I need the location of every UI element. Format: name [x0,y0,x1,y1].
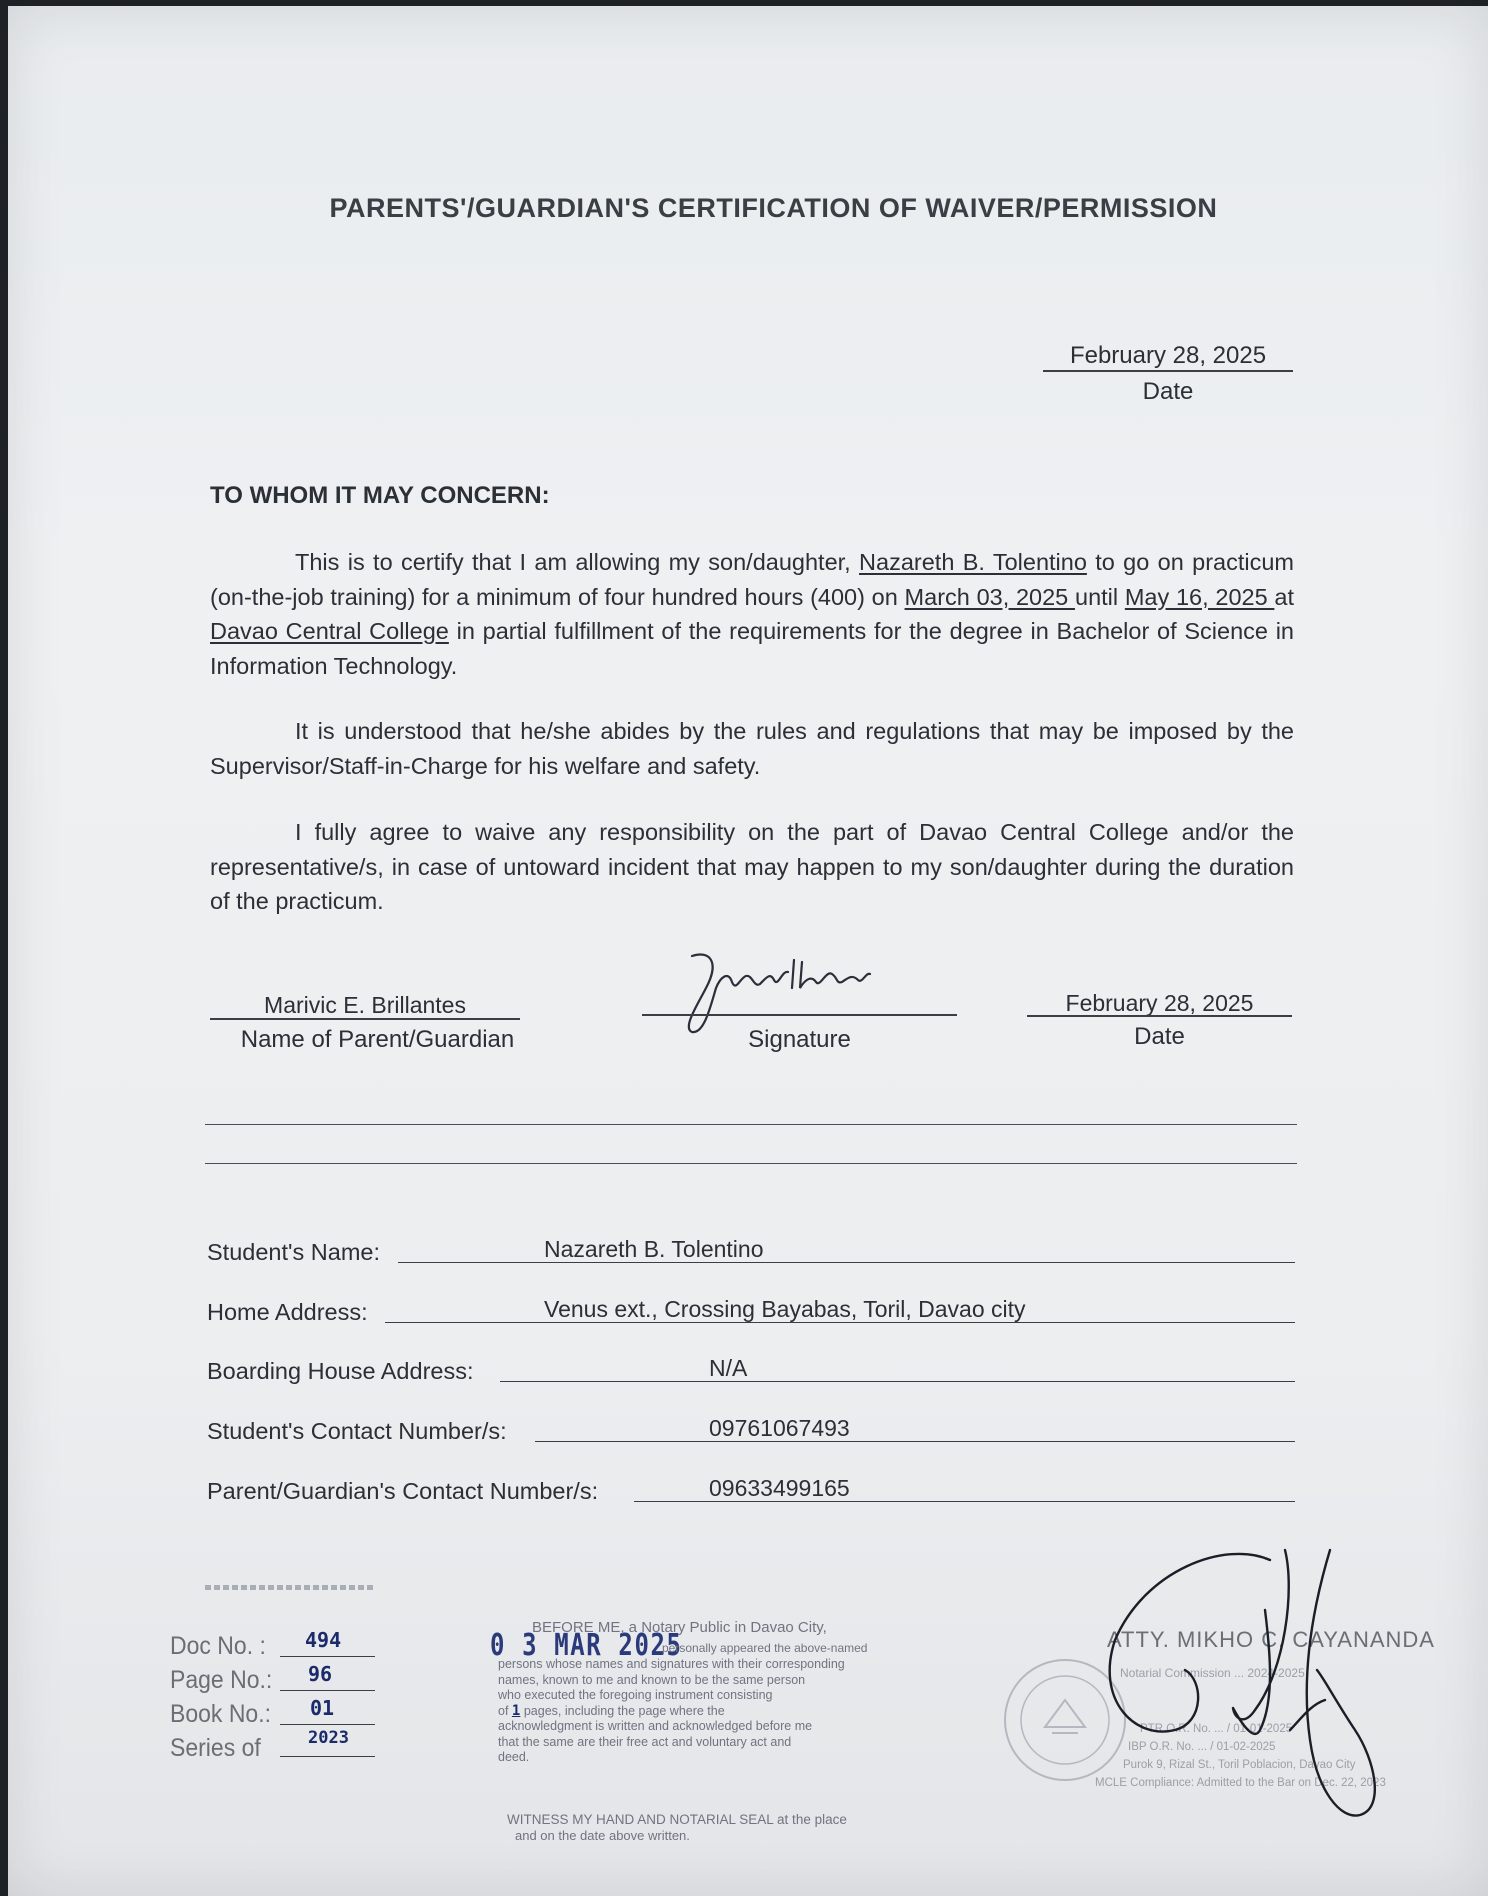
book-no-line [280,1724,375,1725]
mcle-compliance: MCLE Compliance: Admitted to the Bar on Dec. 22, 2023 [1095,1777,1386,1789]
doc-no-value: 494 [305,1628,342,1652]
faint-stamp-mark [205,1585,375,1590]
parent-name-line [210,1018,520,1020]
paragraph-waiver [210,815,1294,919]
notary-before-me: BEFORE ME, a Notary Public in Davao City, [532,1619,827,1636]
paragraph1-text-b: to go on practicum (on-the-job training) for a minimum of four hundred hours (400) on [210,549,1294,610]
paragraph2-text: It is understood that he/she abides by the rules and regulations that may be imposed by the Supervisor/Staff-in-Charge for his welfare and safety. [210,718,1294,779]
top-date-line [1043,370,1293,372]
notary-line-1: persons whose names and signatures with their corresponding [498,1657,845,1671]
sign-date-label: Date [1134,1023,1185,1050]
paragraph1-text-e: in partial fulfillment of the requirements for the degree in Bachelor of Science in Information Technology. [210,618,1294,679]
page-no-label: Page No.: [170,1666,273,1694]
start-date-inline: March 03, 2025 [904,583,1075,610]
parent-signature-image [670,948,890,1038]
parent-name-label: Name of Parent/Guardian [240,1026,515,1053]
witness-line-2: and on the date above written. [515,1828,690,1843]
sign-date-value: February 28, 2025 [1065,990,1254,1016]
notary-line-5: acknowledgment is written and acknowledged before me [498,1719,813,1733]
book-no-label: Book No.: [170,1700,271,1728]
notary-address: Purok 9, Rizal St., Toril Poblacion, Davao City [1123,1759,1356,1771]
student-name-value: Nazareth B. Tolentino [544,1236,764,1262]
student-contact-label: Student's Contact Number/s: [207,1418,507,1444]
boarding-address-label: Boarding House Address: [207,1358,474,1384]
paragraph-rules [210,714,1294,783]
home-address-value: Venus ext., Crossing Bayabas, Toril, Davao city [544,1296,1026,1322]
signature-label: Signature [748,1026,851,1053]
home-address-label: Home Address: [207,1299,368,1325]
document-title: PARENTS'/GUARDIAN'S CERTIFICATION OF WAIVER/PERMISSION [329,193,1218,223]
notary-line-6: that the same are their free act and voluntary act and [498,1734,792,1749]
witness-line-1: WITNESS MY HAND AND NOTARIAL SEAL at the place [507,1812,847,1827]
book-no-value: 01 [310,1696,335,1720]
page-no-line [280,1690,375,1691]
attorney-name: ATTY. MIKHO C. CAYANANDA [1107,1627,1435,1652]
pages-prefix: of [498,1703,509,1718]
parent-contact-value: 09633499165 [709,1475,850,1501]
notary-line-2: names, known to me and known to be the same person [498,1672,806,1687]
notary-stamp-date: 0 3 MAR 2025 [490,1628,683,1663]
paragraph1-text-c: until [1075,583,1125,610]
top-date-label: Date [1142,378,1194,405]
series-value: 2023 [308,1728,349,1748]
notary-line-3: who executed the foregoing instrument consisting [498,1688,773,1702]
student-name-inline: Nazareth B. Tolentino [859,549,1087,575]
salutation: TO WHOM IT MAY CONCERN: [210,482,550,509]
notarial-commission: Notarial Commission ... 2024-2025 [1120,1666,1305,1680]
notary-signature-image [1085,1530,1405,1830]
boarding-address-line [500,1381,1295,1382]
top-date-value: February 28, 2025 [1069,342,1267,369]
blank-line-1 [205,1124,1297,1125]
paragraph1-text-a: This is to certify that I am allowing my son/daughter, [295,549,860,575]
doc-no-line [280,1656,375,1657]
boarding-address-value: N/A [709,1355,748,1381]
signature-line [642,1014,957,1016]
paragraph-permission [210,545,1294,683]
sign-date-line [1027,1015,1292,1017]
notary-line-7: deed. [498,1750,530,1764]
series-label: Series of [170,1734,261,1762]
page-no-value: 96 [308,1662,333,1686]
end-date-inline: May 16, 2025 [1124,583,1275,610]
notary-personally: personally appeared the above-named [662,1641,868,1655]
doc-no-label: Doc No. : [170,1632,266,1660]
pages-text: pages, including the page where the [523,1703,725,1718]
paragraph3-text: I fully agree to waive any responsibility on the part of Davao Central College and/or the representative/s, in case of untoward incident that may happen to my son/daughter during the duration of the practicum. [210,819,1294,914]
student-contact-line [535,1441,1295,1442]
ibp-number: IBP O.R. No. ... / 01-02-2025 [1128,1741,1276,1753]
notary-text [498,1657,883,1766]
student-name-line [398,1262,1295,1263]
blank-line-2 [205,1163,1297,1164]
parent-name-value: Marivic E. Brillantes [264,992,466,1018]
ptr-number: PTR O.R. No. ... / 01-01-2025 [1140,1723,1293,1735]
paragraph1-text-d: at [1274,583,1295,610]
student-contact-value: 09761067493 [709,1415,850,1441]
series-line [280,1756,375,1757]
pages-value: 1 [511,1702,521,1719]
parent-contact-label: Parent/Guardian's Contact Number/s: [207,1478,599,1504]
college-inline: Davao Central College [210,618,449,644]
student-name-label: Student's Name: [207,1239,380,1265]
notary-line-4 [498,1704,883,1720]
